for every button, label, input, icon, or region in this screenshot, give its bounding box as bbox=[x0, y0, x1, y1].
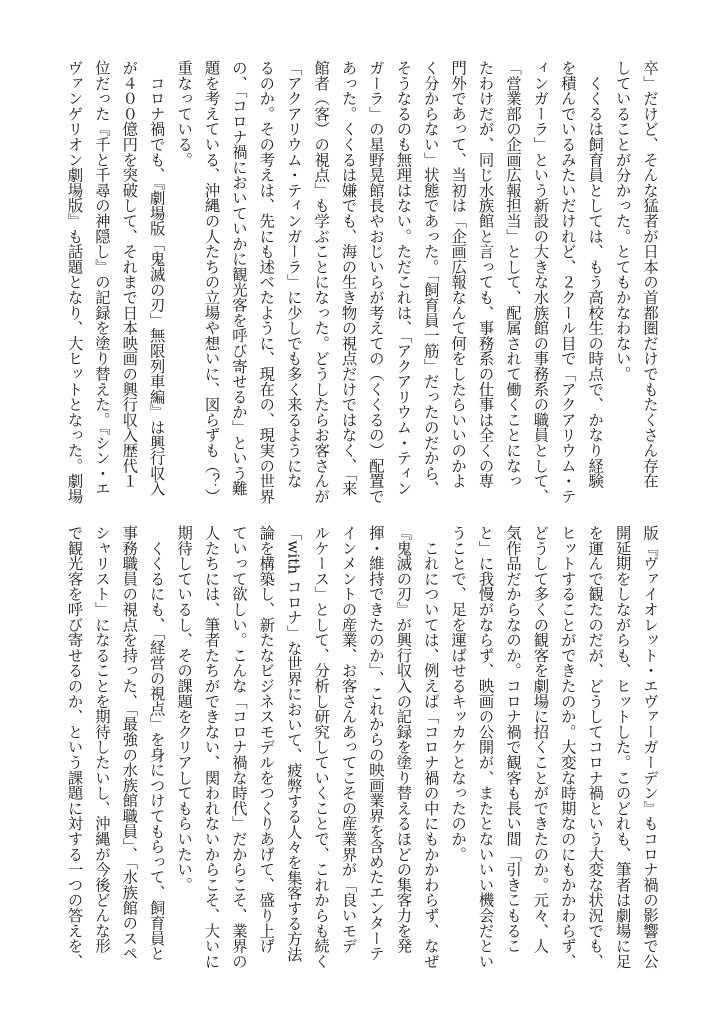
text-line: シャリスト」になることを期待したいし、沖縄が今後どんな形 bbox=[92, 525, 111, 954]
text-line: 位だった『千と千尋の神隠し』の記録を塗り替えた。『シン・エ bbox=[92, 60, 111, 497]
text-line: ガーラ」の星野晃館長やおじいらが考えての（くくるの）配置で bbox=[366, 60, 385, 504]
text-line: そうなるのも無理はない。ただこれは、「アクアリウム・ティン bbox=[394, 60, 413, 497]
text-line: るのか。その考えは、先にも述べたように、現在の、現実の世界 bbox=[257, 60, 276, 504]
text-line: 期待しているし、その課題をクリアしてもらいたい。 bbox=[175, 525, 194, 893]
text-line: していることが分かった。とてもかなわない。 bbox=[613, 60, 632, 382]
text-line: と」に我慢がならず、映画の公開が、またとないいい機会だとい bbox=[476, 525, 495, 969]
text-line: 「営業部の企画広報担当」として、配属されて働くことになっ bbox=[503, 60, 522, 489]
text-line: インメントの産業、お客さんあってこその産業界が「良いモデ bbox=[339, 525, 358, 954]
text-block-bottom bbox=[59, 525, 663, 969]
text-line: くくるにも、「経営の視点」を身につけてもらって、飼育員と bbox=[147, 525, 166, 962]
text-line: 「アクアリウム・ティンガーラ」に少しでも多く来るようにな bbox=[284, 60, 303, 489]
text-line: の、「コロナ禍においていかに観光客を呼び寄せるか」という難 bbox=[229, 60, 248, 497]
text-line: 論を構築し、新たなビジネスモデルをつくりあげて、盛り上げ bbox=[257, 525, 276, 954]
text-line: ィンガーラ」という新設の大きな水族館の事務系の職員として、 bbox=[531, 60, 550, 504]
text-line: ヒットすることができたのか。大変な時期なのにもかかわらず、 bbox=[558, 525, 577, 969]
text-line: くくるは飼育員としては、もう高校生の時点で、かなり経験 bbox=[586, 60, 605, 489]
text-line: うことで、足を運ばせるキッカケとなったのか。 bbox=[449, 525, 468, 862]
text-line: 版『ヴァイオレット・エヴァーガーデン』もコロナ禍の影響で公 bbox=[641, 525, 659, 969]
text-line: で観光客を呼び寄せるのか、という課題に対する一つの答えを、 bbox=[65, 525, 84, 969]
text-line: 館者（客）の視点」も学ぶことになった。どうしたらお客さんが bbox=[312, 60, 331, 504]
text-block-top bbox=[59, 60, 663, 504]
text-line: ルケース」として、分析し研究していくことで、これからも続く bbox=[312, 525, 331, 969]
text-line: 事務職員の視点を持った、「最強の水族館職員」、「水族館のスペ bbox=[120, 525, 139, 962]
text-line: 開延期をしながらも、ヒットした。このどれも、筆者は劇場に足 bbox=[613, 525, 632, 969]
text-line: 人たちには、筆者たちができない、関われないからこそ、大いに bbox=[202, 525, 221, 969]
text-line: これについては、例えば「コロナ禍の中にもかかわらず、なぜ bbox=[421, 525, 440, 969]
text-line: 重なっている。 bbox=[175, 60, 194, 168]
text-line: 門外であって、当初は「企画広報なんて何をしたらいいのかよ bbox=[449, 60, 468, 489]
text-line: ていって欲しい。こんな「コロナ禍な時代」だからこそ、業界の bbox=[229, 525, 248, 969]
text-line: 気作品だからなのか。コロナ禍で観客も長い間「引きこもるこ bbox=[503, 525, 522, 954]
text-line: 揮・維持できたのか」、これからの映画業界を含めたエンターテ bbox=[366, 525, 385, 962]
text-line: コロナ禍でも、『劇場版「鬼滅の刃」無限列車編』は興行収入 bbox=[147, 60, 166, 497]
text-line: ヴァンゲリオン劇場版』も話題となり、大ヒットとなった。劇場 bbox=[65, 60, 84, 504]
text-line: あった。くくるは嫌でも、海の生き物の視点だけではなく、「来 bbox=[339, 60, 358, 497]
text-line: 卒」だけど、そんな猛者が日本の首都圏だけでもたくさん存在 bbox=[641, 60, 659, 489]
text-line: が４００億円を突破して、それまで日本映画の興行収入歴代１ bbox=[120, 60, 139, 489]
text-line: たわけだが、同じ水族館と言っても、事務系の仕事は全くの専 bbox=[476, 60, 495, 489]
text-line: を積んでいるみたいだけれど、２クール目で「アクアリウム・テ bbox=[558, 60, 577, 504]
text-line: を運んで観たのだが、どうしてコロナ禍という大変な状況でも、 bbox=[586, 525, 605, 969]
text-line: 題を考えている、沖縄の人たちの立場や想いに、図らずも（？） bbox=[202, 60, 221, 504]
text-line: 「with コロナ」な世界において、疲弊する人々を集客する方法 bbox=[284, 525, 303, 962]
text-line: く分からない」状態であった。「飼育員一筋」だったのだから、 bbox=[421, 60, 440, 497]
text-line: どうして多くの観客を劇場に招くことができたのか。元々、人 bbox=[531, 525, 550, 954]
text-line: 『鬼滅の刃』が興行収入の記録を塗り替えるほどの集客力を発 bbox=[394, 525, 413, 954]
